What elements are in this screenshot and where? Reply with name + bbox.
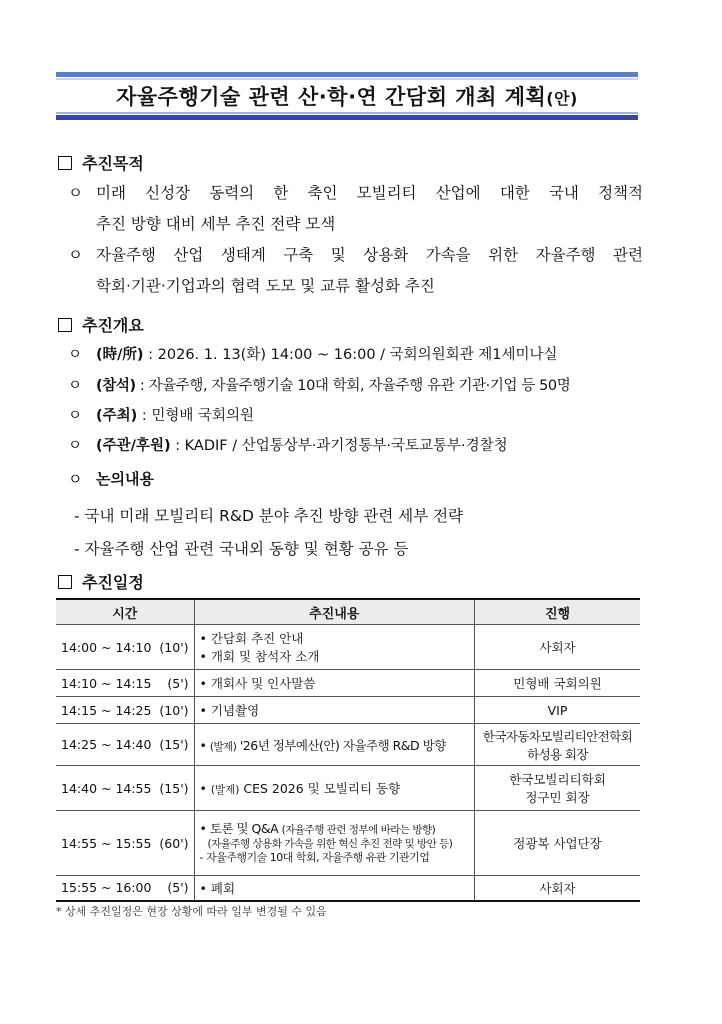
table-row	[56, 876, 640, 901]
discussion-point-2: - 자율주행 산업 관련 국내외 동향 및 현황 공유 등	[74, 540, 409, 558]
row-content: • 개회사 및 인사말씀	[194, 670, 474, 697]
row-content: • 토론 및 Q&A (자율주행 관련 정부에 바라는 방향) (자율주행 상용화 가속을 위한 혁신 추진 전략 및 방안 등) - 자율주행기술 10대 학회, 자율주행 유관 기관기업	[194, 811, 474, 876]
row-content: • (발제) CES 2026 및 모빌리티 동향	[194, 766, 474, 811]
section-overview-heading: 추진개요	[58, 313, 144, 336]
checkbox-square-icon	[58, 156, 72, 170]
table-row	[56, 670, 640, 697]
title-banner	[56, 72, 638, 120]
checkbox-square-icon	[58, 318, 72, 332]
row-time: 14:40 ~ 14:55 (15')	[56, 766, 194, 811]
row-host: 사회자	[475, 876, 641, 901]
row-host: 민형배 국회의원	[475, 670, 641, 697]
section-purpose-heading: 추진목적	[58, 151, 144, 174]
checkbox-square-icon	[58, 575, 72, 589]
row-time: 14:55 ~ 15:55 (60')	[56, 811, 194, 876]
row-content: • 폐회	[194, 876, 474, 901]
row-host: VIP	[475, 697, 641, 724]
table-row	[56, 724, 640, 766]
col-host: 진행	[475, 599, 641, 625]
table-row	[56, 766, 640, 811]
row-host: 정광복 사업단장	[475, 811, 641, 876]
row-content: • 기념촬영	[194, 697, 474, 724]
table-row	[56, 625, 640, 670]
table-row	[56, 811, 640, 876]
purpose-item-1: ㅇ 미래 신성장 동력의 한 축인 모빌리티 산업에 대한 국내 정책적 추진 방향 대비 세부 추진 전략 모색	[68, 184, 643, 233]
row-time: 14:15 ~ 14:25 (10')	[56, 697, 194, 724]
overview-item-host: ㅇ (주최) : 민형배 국회의원	[68, 408, 255, 424]
row-host: 사회자	[475, 625, 641, 670]
col-content: 추진내용	[194, 599, 474, 625]
overview-item-organizer: ㅇ (주관/후원) : KADIF / 산업통상부·과기정통부·국토교통부·경찰청	[68, 438, 508, 454]
row-content: • 간담회 추진 안내 • 개회 및 참석자 소개	[194, 625, 474, 670]
discussion-point-1: - 국내 미래 모빌리티 R&D 분야 추진 방향 관련 세부 전략	[74, 507, 464, 525]
row-host: 한국모빌리티학회 정구민 회장	[475, 766, 641, 811]
overview-item-time-place: ㅇ (時/所) : 2026. 1. 13(화) 14:00 ~ 16:00 / 국회의원회관 제1세미나실	[68, 347, 558, 363]
page-title: 자율주행기술 관련 산·학·연 간담회 개최 계획(안)	[116, 85, 578, 109]
schedule-header-row	[56, 599, 640, 625]
overview-item-discussion: ㅇ 논의내용	[68, 470, 154, 488]
section-schedule-heading: 추진일정	[58, 570, 144, 593]
purpose-item-2: ㅇ 자율주행 산업 생태계 구축 및 상용화 가속을 위한 자율주행 관련 학회·기관·기업과의 협력 도모 및 교류 활성화 추진	[68, 246, 643, 295]
overview-item-attendees: ㅇ (참석) : 자율주행, 자율주행기술 10대 학회, 자율주행 유관 기관·기업 등 50명	[68, 378, 571, 394]
row-host: 한국자동차모빌리티안전학회 하성용 회장	[475, 724, 641, 766]
table-row	[56, 697, 640, 724]
row-time: 14:00 ~ 14:10 (10')	[56, 625, 194, 670]
col-time: 시간	[56, 599, 194, 625]
row-time: 15:55 ~ 16:00 (5')	[56, 876, 194, 901]
row-time: 14:25 ~ 14:40 (15')	[56, 724, 194, 766]
row-content: • (발제) '26년 정부예산(안) 자율주행 R&D 방향	[194, 724, 474, 766]
footnote: * 상세 추진일정은 현장 상황에 따라 일부 변경될 수 있음	[56, 905, 327, 918]
row-time: 14:10 ~ 14:15 (5')	[56, 670, 194, 697]
schedule-table	[56, 598, 640, 902]
